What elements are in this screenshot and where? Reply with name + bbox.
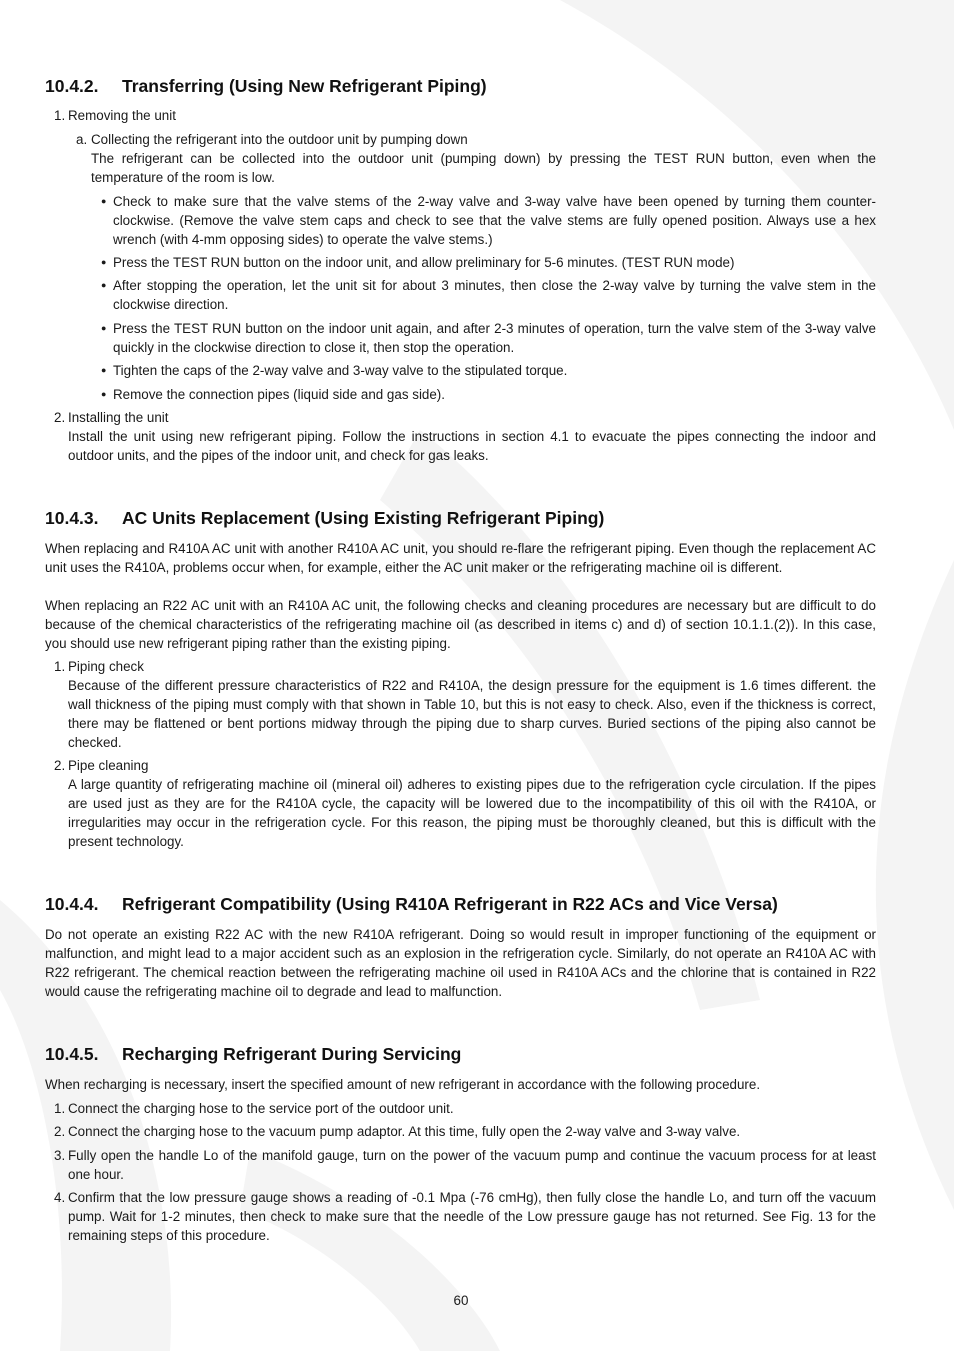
list-item: Connect the charging hose to the vacuum pump adaptor. At this time, fully open the 2-way valve and 3-way valve. — [68, 1124, 741, 1139]
section-title: Transferring (Using New Refrigerant Piping) — [122, 76, 487, 96]
list-item-label: Installing the unit — [68, 410, 169, 425]
paragraph: A large quantity of refrigerating machine oil (mineral oil) adheres to existing pipes due to the refrigeration cycle circulation. If the pipes are used just as they are for the R410A cycle, the capacity will be lowered due to the incompatibility of this oil with the R410A, or irregularities may occur in the refrigeration cycle. For this reason, the piping must be thoroughly cleaned, but this is difficult with the present technology. — [68, 777, 876, 850]
paragraph: When replacing and R410A AC unit with another R410A AC unit, you should re-flare the refrigerant piping. Even though the replacement AC unit uses the R410A, problems occur when, for example, either the AC unit maker or the refrigerating machine oil is different. — [45, 541, 876, 576]
list-marker: 2. — [54, 410, 66, 425]
list-item-label: Collecting the refrigerant into the outdoor unit by pumping down — [91, 132, 468, 147]
bullet-item: Press the TEST RUN button on the indoor unit again, and after 2-3 minutes of operation, turn the valve stem of the 3-way valve quickly in the clockwise direction to close it, then stop the operation. — [113, 321, 876, 356]
paragraph: Do not operate an existing R22 AC with the new R410A refrigerant. Doing so would result in improper functioning of the equipment or malfunction, and might lead to a major accident such as an explosion in the refrigeration cycle. Similarly, do not operate an R410A AC with R22 refrigerant. The chemical reaction between the refrigerating machine oil used in R410A ACs and the chlorine that is contained in R22 would cause the refrigerating machine oil to degrade and lead to malfunction. — [45, 927, 876, 1000]
list-item-label: Piping check — [68, 659, 144, 674]
list-marker: 1. — [54, 1101, 66, 1116]
bullet-item: Remove the connection pipes (liquid side and gas side). — [113, 387, 445, 402]
list-marker: a. — [76, 132, 88, 147]
section-heading-10-4-5 — [45, 1043, 876, 1065]
section-title: Recharging Refrigerant During Servicing — [122, 1044, 462, 1064]
page-number: 60 — [453, 1293, 469, 1308]
list-marker: 3. — [54, 1148, 66, 1163]
bullet-icon: ● — [101, 257, 107, 267]
list-marker: 2. — [54, 758, 66, 773]
list-marker: 1. — [54, 659, 66, 674]
section-heading-10-4-2 — [45, 75, 876, 97]
section-heading-10-4-3 — [45, 507, 876, 529]
paragraph: Install the unit using new refrigerant piping. Follow the instructions in section 4.1 to evacuate the pipes connecting the indoor and outdoor units, and the pipes of the indoor unit, and check for gas leaks. — [68, 429, 876, 464]
list-item-label: Pipe cleaning — [68, 758, 149, 773]
section-number: 10.4.4. — [45, 894, 99, 914]
bullet-item: Tighten the caps of the 2-way valve and 3-way valve to the stipulated torque. — [113, 363, 568, 378]
section-heading-10-4-4 — [45, 893, 876, 915]
bullet-icon: ● — [101, 280, 107, 290]
section-title: AC Units Replacement (Using Existing Refrigerant Piping) — [122, 508, 605, 528]
bullet-icon: ● — [101, 196, 107, 206]
paragraph: When replacing an R22 AC unit with an R410A AC unit, the following checks and cleaning procedures are necessary but are difficult to do because of the chemical characteristics of the refrigerating machine oil (as described in items c) and d) of section 10.1.1.(2)). In this case, you should use new refrigerant piping rather than the existing piping. — [45, 598, 876, 652]
paragraph: The refrigerant can be collected into the outdoor unit (pumping down) by pressing the TEST RUN button, even when the temperature of the room is low. — [91, 151, 876, 186]
list-item-label: Removing the unit — [68, 108, 176, 123]
bullet-icon: ● — [101, 323, 107, 333]
section-number: 10.4.3. — [45, 508, 99, 528]
bullet-item: Press the TEST RUN button on the indoor unit, and allow preliminary for 5-6 minutes. (TEST RUN mode) — [113, 255, 735, 270]
section-number: 10.4.5. — [45, 1044, 99, 1064]
bullet-icon: ● — [101, 365, 107, 375]
bullet-icon: ● — [101, 389, 107, 399]
paragraph: When recharging is necessary, insert the specified amount of new refrigerant in accordance with the following procedure. — [45, 1077, 761, 1092]
list-item: Confirm that the low pressure gauge shows a reading of -0.1 Mpa (-76 cmHg), then fully close the handle Lo, and turn off the vacuum pump. Wait for 1-2 minutes, then check to make sure that the needle of the Low pressure gauge has not returned. See Fig. 13 for the remaining steps of this procedure. — [68, 1190, 876, 1244]
section-title: Refrigerant Compatibility (Using R410A Refrigerant in R22 ACs and Vice Versa) — [122, 894, 778, 914]
list-marker: 1. — [54, 108, 66, 123]
list-item: Fully open the handle Lo of the manifold gauge, turn on the power of the vacuum pump and continue the vacuum process for at least one hour. — [68, 1148, 876, 1183]
list-item: Connect the charging hose to the service port of the outdoor unit. — [68, 1101, 454, 1116]
bullet-item: After stopping the operation, let the unit sit for about 3 minutes, then close the 2-way valve by turning the valve stem in the clockwise direction. — [113, 278, 876, 313]
section-number: 10.4.2. — [45, 76, 99, 96]
list-marker: 4. — [54, 1190, 66, 1205]
paragraph: Because of the different pressure characteristics of R22 and R410A, the design pressure for the equipment is 1.6 times different. the wall thickness of the piping must comply with that shown in Table 10, but this is not easy to check. Also, even if the thickness is correct, there may be flattened or bent portions midway through the piping due to sharp curves. Buried sections of the piping also cannot be checked. — [68, 678, 876, 751]
bullet-item: Check to make sure that the valve stems of the 2-way valve and 3-way valve have been opened by turning them counter-clockwise. (Remove the valve stem caps and check to see that the valve stems are fully opened position. Always use a hex wrench (with 4-mm opposing sides) to operate the valve stems.) — [113, 194, 876, 248]
list-marker: 2. — [54, 1124, 66, 1139]
